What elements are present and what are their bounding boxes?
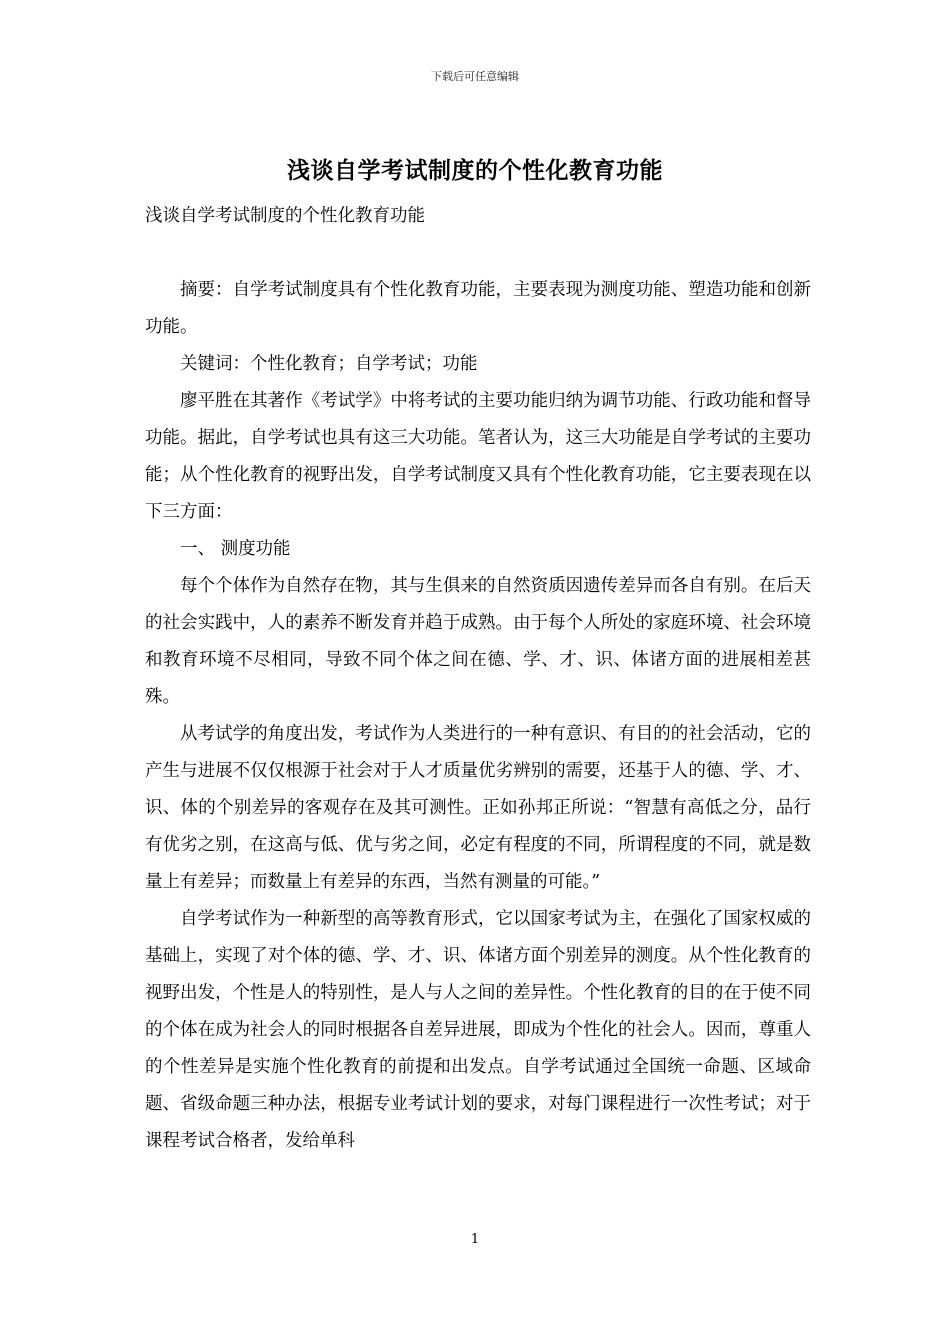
body-paragraph: 从考试学的角度出发，考试作为人类进行的一种有意识、有目的的社会活动，它的产生与进展不仅仅根源于社会对于人才质量优劣辨别的需要，还基于人的德、学、才、识、体的个别差异的客观存在及其可测性。正如孙邦正所说：“智慧有高低之分，品行有优劣之别，在这高与低、优与劣之间，必定有程度的不同，所谓程度的不同，就是数量上有差异；而数量上有差异的东西，当然有测量的可能。” bbox=[145, 724, 811, 892]
page-number: 1 bbox=[470, 1232, 480, 1247]
body-paragraph: 自学考试作为一种新型的高等教育形式，它以国家考试为主，在强化了国家权威的基础上，实现了对个体的德、学、才、识、体诸方面个别差异的测度。从个性化教育的视野出发，个性是人的特别性，是人与人之间的差异性。个性化教育的目的在于使不同的个体在成为社会人的同时根据各自差异进展，即成为个性化的社会人。因而，尊重人的个性差异是实施个性化教育的前提和出发点。自学考试通过全国统一命题、区域命题、省级命题三种办法，根据专业考试计划的要求，对每门课程进行一次性考试；对于课程考试合格者，发给单科 bbox=[145, 909, 811, 1151]
document-body bbox=[145, 198, 811, 1160]
body-paragraph: 每个个体作为自然存在物，其与生俱来的自然资质因遗传差异而各自有别。在后天的社会实践中，人的素养不断发育并趋于成熟。由于每个人所处的家庭环境、社会环境和教育环境不尽相同，导致不同个体之间在德、学、才、识、体诸方面的进展相差甚殊。 bbox=[145, 576, 811, 707]
document-subtitle: 浅谈自学考试制度的个性化教育功能 bbox=[145, 206, 425, 226]
section-heading: 一、 测度功能 bbox=[180, 539, 291, 559]
abstract-paragraph: 摘要：自学考试制度具有个性化教育功能，主要表现为测度功能、塑造功能和创新功能。 bbox=[145, 280, 811, 337]
document-title: 浅谈自学考试制度的个性化教育功能 bbox=[287, 157, 663, 184]
intro-paragraph: 廖平胜在其著作《考试学》中将考试的主要功能归纳为调节功能、行政功能和督导功能。据此，自学考试也具有这三大功能。笔者认为，这三大功能是自学考试的主要功能；从个性化教育的视野出发，自学考试制度又具有个性化教育功能，它主要表现在以下三方面： bbox=[145, 391, 811, 522]
keywords-paragraph: 关键词：个性化教育；自学考试；功能 bbox=[180, 354, 478, 374]
header-note: 下载后可任意编辑 bbox=[431, 70, 519, 83]
